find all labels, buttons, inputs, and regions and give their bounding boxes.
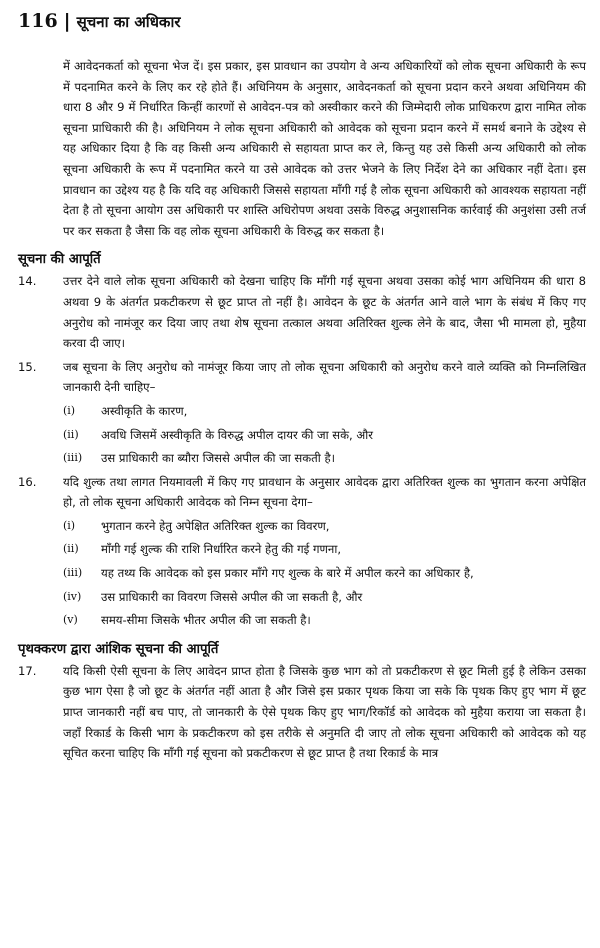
sub-item xyxy=(18,516,586,537)
item-number: 14. xyxy=(18,274,37,289)
section-heading: पृथक्करण द्वारा आंशिक सूचना की आपूर्ति xyxy=(18,641,219,657)
sub-item-label: (ii) xyxy=(63,427,79,441)
sub-item-label: (ii) xyxy=(63,542,79,556)
numbered-item xyxy=(18,661,586,764)
page-header xyxy=(18,10,586,44)
item-text: जब सूचना के लिए अनुरोध को नामंजूर किया जाए तो लोक सूचना अधिकारी को अनुरोध करने वाले व्यक्ति को निम्नलिखित जानकारी देनी चाहिए– xyxy=(63,359,586,395)
sub-item-text: माँगी गई शुल्क की राशि निर्धारित करने हेतु की गई गणना, xyxy=(101,542,342,557)
sub-item-label: (iii) xyxy=(63,451,83,465)
page-number: 116 xyxy=(18,10,58,32)
sub-item-text: उस प्राधिकारी का ब्यौरा जिससे अपील की जा सकती है। xyxy=(101,451,336,466)
header-separator: | xyxy=(63,10,71,32)
section-partial-supply xyxy=(18,639,586,764)
sub-item-text: अवधि जिसमें अस्वीकृति के विरुद्ध अपील दायर की जा सके, और xyxy=(101,427,374,442)
section-heading: सूचना की आपूर्ति xyxy=(18,252,101,268)
sub-item-text: भुगतान करने हेतु अपेक्षित अतिरिक्त शुल्क का विवरण, xyxy=(101,518,330,533)
item-number: 17. xyxy=(18,663,37,678)
sub-item-label: (v) xyxy=(63,613,78,627)
sub-item xyxy=(18,448,586,469)
numbered-item xyxy=(18,472,586,513)
sub-item-text: समय-सीमा जिसके भीतर अपील की जा सकती है। xyxy=(101,613,311,628)
numbered-item xyxy=(18,271,586,353)
sub-item-text: अस्वीकृति के कारण, xyxy=(101,403,188,418)
sub-item-text: यह तथ्य कि आवेदक को इस प्रकार माँगे गए शुल्क के बारे में अपील करने का अधिकार है, xyxy=(101,566,474,581)
item-text: यदि शुल्क तथा लागत नियमावली में किए गए प्रावधान के अनुसार आवेदक द्वारा अतिरिक्त शुल्क का भुगतान करना अपेक्षित हो, तो लोक सूचना अधिकारी आवेदक को निम्न सूचना देगा– xyxy=(63,474,586,510)
sub-item xyxy=(18,610,586,631)
sub-item xyxy=(18,539,586,560)
section-supply xyxy=(18,249,586,631)
item-number: 15. xyxy=(18,359,37,374)
sub-item xyxy=(18,401,586,422)
sub-item xyxy=(18,425,586,446)
sub-item-label: (iv) xyxy=(63,589,82,603)
sub-item xyxy=(18,587,586,608)
sub-item-text: उस प्राधिकारी का विवरण जिससे अपील की जा सकती है, और xyxy=(101,589,363,604)
sub-item-label: (iii) xyxy=(63,566,83,580)
sub-item-label: (i) xyxy=(63,518,76,532)
intro-paragraph: में आवेदनकर्ता को सूचना भेज दें। इस प्रकार, इस प्रावधान का उपयोग वे अन्य अधिकारियों को लोक सूचना अधिकारी के रूप में पदनामित करने के लिए कर रहे होते हैं। अधिनियम के अनुसार, आवेदनकर्ता को सूचना प्रदान करने अथवा अधिनियम की धारा 8 और 9 में निर्धारित किन्हीं कारणों से आवेदन-पत्र को अस्वीकार करने की जिम्मेदारी लोक प्राधिकरण द्वारा नामित लोक सूचना प्राधिकारी की है। अधिनियम ने लोक सूचना अधिकारी को आवेदक को सूचना प्रदान करने में समर्थ बनाने के उद्देश्य से यह अधिकार दिया है कि वह किसी अन्य अधिकारी से सहायता प्राप्त कर ले, किन्तु यह उसे किसी अन्य अधिकारी को लोक सूचना अधिकारी के रूप में पदनामित करने या उसे आवेदक को उत्तर भेजने के लिए निर्देश देने का अधिकार नहीं देता। इस प्रावधान का उद्देश्य यह है कि यदि वह अधिकारी जिससे सहायता माँगी गई है लोक सूचना अधिकारी को आवश्यक सहायता नहीं देता है तो सूचना आयोग उस अधिकारी पर शास्ति अधिरोपण अथवा उसके विरुद्ध अनुशासनिक कार्रवाई की अनुशंसा उसी तर्ज पर कर सकता है जैसा कि वह लोक सूचना अधिकारी के विरुद्ध कर सकता है। xyxy=(63,59,586,238)
item-text: यदि किसी ऐसी सूचना के लिए आवेदन प्राप्त होता है जिसके कुछ भाग को तो प्रकटीकरण से छूट मिली हुई है लेकिन उसका कुछ भाग ऐसा है जो छूट के अंतर्गत नहीं आता है और जिसे इस प्रकार पृथक किया जा सके कि पृथक किए हुए भाग में छूट प्राप्त जानकारी नहीं बच पाए, तो जानकारी के ऐसे पृथक किए हुए भाग/रिकॉर्ड को आवेदक को मुहैया कराया जा सकता है। जहाँ रिकार्ड के किसी भाग के प्रकटीकरण को इस तरीके से अनुमति दी जाए तो लोक सूचना अधिकारी को आवेदक को यह सूचित करना चाहिए कि माँगी गई सूचना को प्रकटीकरण से छूट प्राप्त है तथा रिकार्ड के मात्र xyxy=(63,663,586,761)
numbered-item xyxy=(18,357,586,398)
item-number: 16. xyxy=(18,474,37,489)
sub-item xyxy=(18,563,586,584)
sub-item-label: (i) xyxy=(63,403,76,417)
item-text: उत्तर देने वाले लोक सूचना अधिकारी को देखना चाहिए कि माँगी गई सूचना अथवा उसका कोई भाग अधिनियम की धारा 8 अथवा 9 के अंतर्गत प्रकटीकरण से छूट प्राप्त तो नहीं है। आवेदन के छूट के अंतर्गत आने वाले भाग के संबंध में किए गए अनुरोध को नामंजूर कर दिया जाए तथा शेष सूचना तत्काल अथवा अतिरिक्त शुल्क लेने के बाद, जैसा भी मामला हो, मुहैया करवा दी जाए। xyxy=(63,274,586,351)
running-title: सूचना का अधिकार xyxy=(76,13,181,31)
